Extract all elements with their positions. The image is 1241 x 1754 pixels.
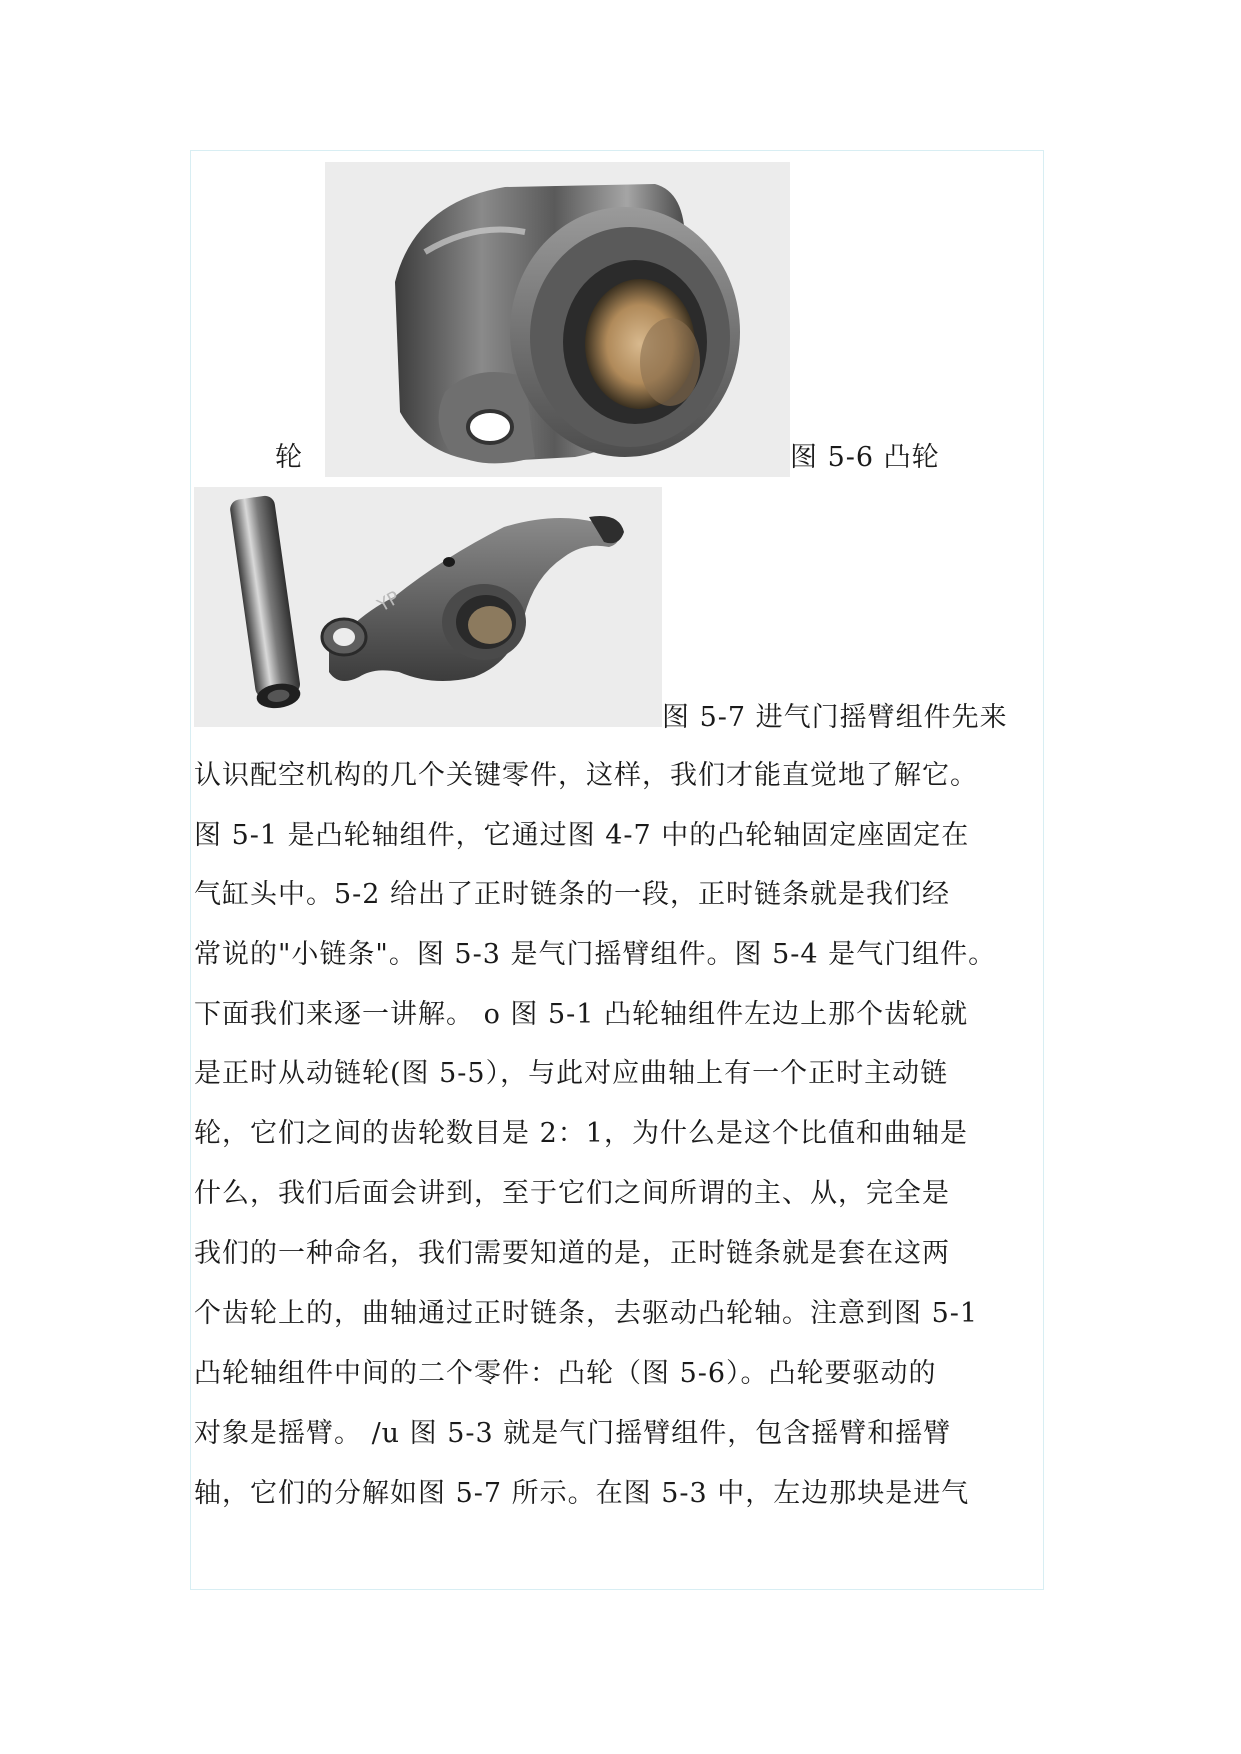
body-line: 对象是摇臂。 /u 图 5-3 就是气门摇臂组件，包含摇臂和摇臂	[194, 1418, 952, 1449]
cam-illustration	[325, 162, 790, 477]
body-line: 轴，它们的分解如图 5-7 所示。在图 5-3 中，左边那块是进气	[194, 1478, 970, 1509]
cam-photo	[325, 162, 790, 477]
body-line: 认识配空机构的几个关键零件，这样，我们才能直觉地了解它。	[194, 760, 978, 791]
rocker-arm-photo	[194, 487, 662, 727]
figure-5-7-caption: 图 5-7 进气门摇臂组件先来	[662, 702, 1008, 733]
body-line: 轮，它们之间的齿轮数目是 2：1，为什么是这个比值和曲轴是	[194, 1118, 968, 1149]
body-line: 是正时从动链轮(图 5-5），与此对应曲轴上有一个正时主动链	[194, 1058, 949, 1089]
body-line: 什么，我们后面会讲到，至于它们之间所谓的主、从，完全是	[194, 1178, 950, 1209]
left-fragment-text: 轮	[275, 442, 303, 473]
rocker-arm-illustration	[194, 487, 662, 727]
body-line: 下面我们来逐一讲解。 o 图 5-1 凸轮轴组件左边上那个齿轮就	[194, 999, 969, 1030]
body-line: 个齿轮上的，曲轴通过正时链条，去驱动凸轮轴。注意到图 5-1	[194, 1298, 979, 1329]
body-line: 常说的"小链条"。图 5-3 是气门摇臂组件。图 5-4 是气门组件。	[194, 939, 997, 970]
body-line: 我们的一种命名，我们需要知道的是，正时链条就是套在这两	[194, 1238, 950, 1269]
body-line: 凸轮轴组件中间的二个零件：凸轮（图 5-6）。凸轮要驱动的	[194, 1358, 937, 1389]
body-line: 图 5-1 是凸轮轴组件，它通过图 4-7 中的凸轮轴固定座固定在	[194, 820, 970, 851]
body-line: 气缸头中。5-2 给出了正时链条的一段，正时链条就是我们经	[194, 879, 951, 910]
figure-5-6-caption: 图 5-6 凸轮	[790, 442, 940, 473]
svg-text:YP: YP	[374, 587, 404, 617]
